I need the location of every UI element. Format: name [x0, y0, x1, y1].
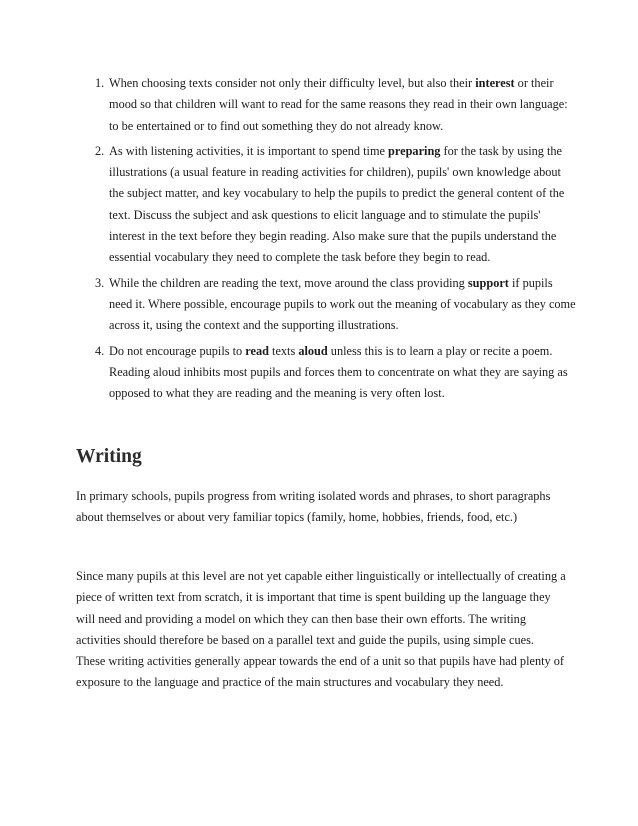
item-text: When choosing texts consider not only their difficulty level, but also their [109, 76, 476, 90]
keyword-read: read [245, 343, 269, 358]
item-text: While the children are reading the text, move around the class providing [109, 275, 468, 290]
item-text: or their mood so that children will want to read for the same reasons they read in their own language: to be entertained or to find out something they do not already know. [109, 76, 568, 133]
list-item [76, 73, 576, 137]
item-text: As with listening activities, it is important to spend time [109, 143, 389, 158]
list-number: 2. [95, 143, 105, 158]
list-item [76, 141, 576, 269]
item-text: texts [268, 343, 299, 358]
list-number: 1. [95, 76, 105, 90]
keyword-preparing: preparing [388, 143, 441, 158]
item-text: unless this is to learn a play or recite a poem. Reading aloud inhibits most pupils and forces them to concentrate on what they are saying as opposed to what they are reading and the meaning is very often lost. [109, 343, 568, 401]
reading-tips-list [76, 73, 576, 408]
writing-heading: Writing [76, 446, 142, 467]
item-text: if pupils need it. Where possible, encourage pupils to work out the meaning of vocabulary as they come across it, using the context and the supporting illustrations. [109, 275, 576, 333]
keyword-support: support [467, 275, 509, 290]
writing-paragraph-intro: In primary schools, pupils progress from writing isolated words and phrases, to short paragraphs about themselves or about very familiar topics (family, home, hobbies, friends, food, etc.) [76, 489, 551, 525]
list-item [76, 341, 576, 405]
list-number: 4. [95, 343, 105, 358]
writing-paragraph-activities: Since many pupils at this level are not yet capable either linguistically or intellectually of creating a piece of written text from scratch, it is important that time is spent building up the language they will need and providing a model on which they can then base their own efforts. The writing activities should therefore be based on a parallel text and guide the pupils, using simple cues. These writing activities generally appear towards the end of a unit so that pupils have had plenty of exposure to the language and practice of the main structures and vocabulary they need. [76, 569, 566, 690]
list-item [76, 273, 576, 337]
list-number: 3. [95, 275, 105, 290]
item-text: Do not encourage pupils to [109, 343, 246, 358]
keyword-aloud: aloud [298, 343, 328, 358]
item-text: for the task by using the illustrations (a usual feature in reading activities for children), pupils' own knowledge about the subject matter, and key vocabulary to help the pupils to predict the general content of the text. Discuss the subject and ask questions to elicit language and to stimulate the pupils' interest in the text before they begin reading. Also make sure that the pupils understand the essential vocabulary they need to complete the task before they begin to read. [109, 143, 565, 265]
keyword-interest: interest [475, 76, 515, 90]
